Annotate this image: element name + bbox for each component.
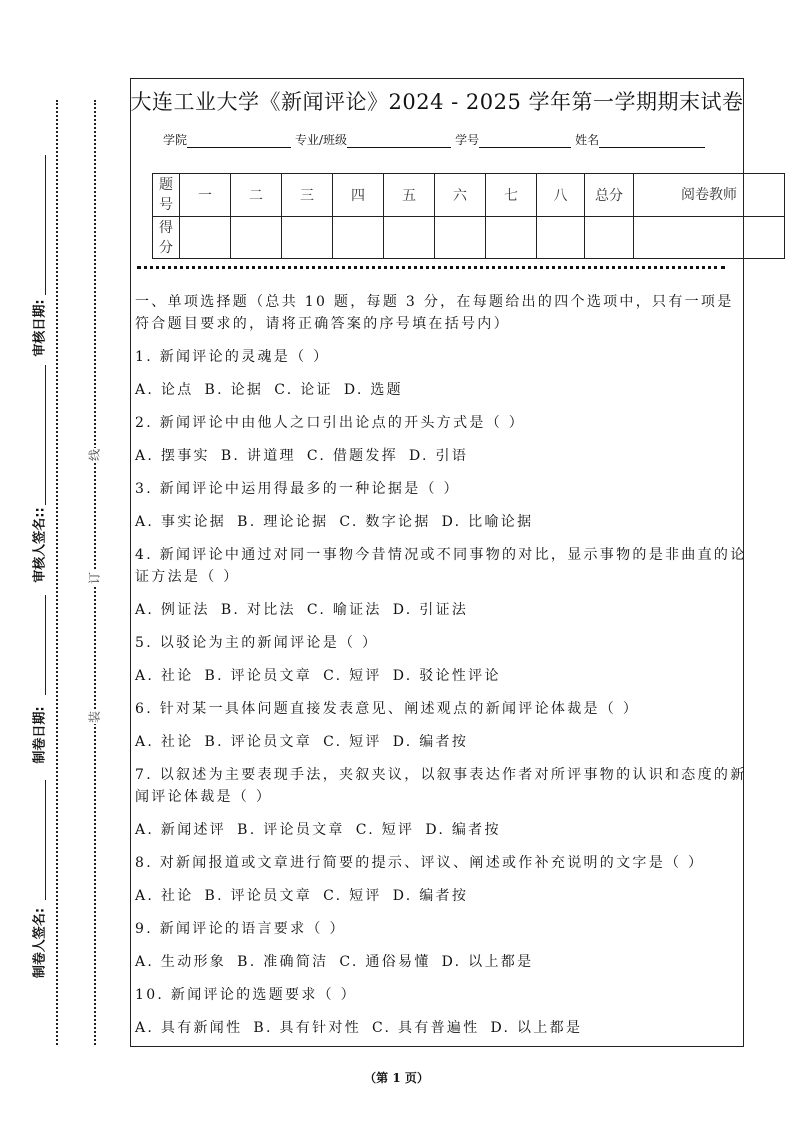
score-cell[interactable] xyxy=(634,217,785,259)
answer-option: C. 喻证法 xyxy=(306,602,382,618)
answer-option: A. 社论 xyxy=(135,668,194,684)
answer-option: D. 驳论性评论 xyxy=(392,668,501,684)
column-header: 四 xyxy=(333,174,384,217)
answer-option: C. 短评 xyxy=(323,734,382,750)
question-text: 9. 新闻评论的语言要求（ ） xyxy=(135,921,346,937)
question-text: 7. 以叙述为主要表现手法，夹叙夹议，以叙事表达作者对所评事物的认识和态度的新闻评论体裁是（ ） xyxy=(135,767,747,805)
question-text: 10. 新闻评论的选题要求（ ） xyxy=(135,987,357,1003)
student-id-field[interactable] xyxy=(479,133,571,148)
question-text: 8. 对新闻报道或文章进行简要的提示、评议、阐述或作补充说明的文字是（ ） xyxy=(135,855,705,871)
name-label: 姓名 xyxy=(575,133,600,147)
score-cell[interactable] xyxy=(435,217,486,259)
answer-option: D. 以上都是 xyxy=(441,954,534,970)
score-cell[interactable] xyxy=(282,217,333,259)
column-header: 七 xyxy=(486,174,537,217)
answer-option: B. 准确简洁 xyxy=(237,954,329,970)
score-table-header-row xyxy=(153,174,785,217)
score-cell[interactable] xyxy=(486,217,537,259)
exam-title: 大连工业大学《新闻评论》2024 - 2025 学年第一学期期末试卷 xyxy=(130,90,744,114)
answer-option: A. 具有新闻性 xyxy=(135,1020,243,1036)
question-section xyxy=(135,291,747,1050)
signature-line xyxy=(45,780,46,900)
answer-option: D. 编者按 xyxy=(392,734,469,750)
name-field[interactable] xyxy=(599,133,705,148)
score-table-score-row xyxy=(153,217,785,259)
answer-option: B. 评论员文章 xyxy=(204,888,313,904)
binding-mark-xian: 线 xyxy=(87,448,102,462)
column-header: 五 xyxy=(384,174,435,217)
question-options xyxy=(135,445,747,467)
student-id-label: 学号 xyxy=(455,133,480,147)
answer-option: A. 生动形象 xyxy=(135,954,227,970)
column-header: 一 xyxy=(180,174,231,217)
column-header: 八 xyxy=(537,174,585,217)
score-cell[interactable] xyxy=(180,217,231,259)
score-label: 得分 xyxy=(153,217,180,259)
question-options xyxy=(135,885,747,907)
binding-dotted-line-outer xyxy=(56,100,58,1045)
answer-option: B. 对比法 xyxy=(220,602,296,618)
answer-option: B. 具有针对性 xyxy=(253,1020,362,1036)
answer-option: D. 引证法 xyxy=(392,602,469,618)
score-cell[interactable] xyxy=(585,217,634,259)
answer-option: A. 社论 xyxy=(135,734,194,750)
question-text: 2. 新闻评论中由他人之口引出论点的开头方式是（ ） xyxy=(135,415,526,431)
page-number: （第 1 页） xyxy=(364,1071,429,1085)
answer-option: C. 借题发挥 xyxy=(306,448,399,464)
answer-option: A. 事实论据 xyxy=(135,514,227,530)
binding-mark-ding: 订 xyxy=(87,571,102,585)
answer-option: C. 通俗易懂 xyxy=(339,954,431,970)
answer-option: D. 编者按 xyxy=(392,888,469,904)
answer-option: C. 具有普遍性 xyxy=(372,1020,480,1036)
answer-option: A. 新闻述评 xyxy=(135,822,227,838)
answer-option: C. 数字论据 xyxy=(339,514,431,530)
question-options xyxy=(135,599,747,621)
review-date-label: 审核日期: xyxy=(32,299,48,357)
question-text: 4. 新闻评论中通过对同一事物今昔情况或不同事物的对比，显示事物的是非曲直的论证方法是（ ） xyxy=(135,547,747,585)
question-options xyxy=(135,379,747,401)
college-field[interactable] xyxy=(187,133,291,148)
score-table xyxy=(152,173,785,259)
dotted-divider xyxy=(137,266,725,269)
answer-option: A. 摆事实 xyxy=(135,448,210,464)
answer-option: B. 论据 xyxy=(204,382,264,398)
major-class-label: 专业/班级 xyxy=(295,133,348,147)
question-options xyxy=(135,731,747,753)
binding-mark-zhuang: 装 xyxy=(87,710,102,724)
score-cell[interactable] xyxy=(333,217,384,259)
column-header: 总分 xyxy=(585,174,634,217)
major-class-field[interactable] xyxy=(347,133,451,148)
answer-option: B. 讲道理 xyxy=(220,448,296,464)
reviewer-signature-label: 审核人签名:: xyxy=(32,507,48,583)
compiler-signature-label: 制卷人签名: xyxy=(32,907,48,979)
answer-option: B. 评论员文章 xyxy=(237,822,345,838)
answer-option: D. 选题 xyxy=(343,382,403,398)
signature-line xyxy=(45,155,46,295)
answer-option: D. 引语 xyxy=(409,448,469,464)
score-cell[interactable] xyxy=(384,217,435,259)
answer-option: C. 短评 xyxy=(323,668,382,684)
answer-option: A. 例证法 xyxy=(135,602,210,618)
question-text: 3. 新闻评论中运用得最多的一种论据是（ ） xyxy=(135,481,460,497)
question-options xyxy=(135,819,747,841)
answer-option: D. 以上都是 xyxy=(490,1020,583,1036)
score-cell[interactable] xyxy=(537,217,585,259)
question-options xyxy=(135,665,747,687)
answer-option: A. 社论 xyxy=(135,888,194,904)
column-header: 三 xyxy=(282,174,333,217)
signature-line xyxy=(45,365,46,505)
section-heading: 一、单项选择题（总共 10 题，每题 3 分，在每题给出的四个选项中，只有一项是符合题目要求的，请将正确答案的序号填在括号内） xyxy=(135,294,734,332)
score-cell[interactable] xyxy=(231,217,282,259)
answer-option: B. 评论员文章 xyxy=(204,668,313,684)
answer-option: B. 评论员文章 xyxy=(204,734,313,750)
question-text: 6. 针对某一具体问题直接发表意见、阐述观点的新闻评论体裁是（ ） xyxy=(135,701,640,717)
answer-option: B. 理论论据 xyxy=(237,514,329,530)
column-header: 阅卷教师 xyxy=(634,174,785,217)
answer-option: D. 比喻论据 xyxy=(441,514,534,530)
question-number-label: 题号 xyxy=(153,174,180,217)
question-text: 1. 新闻评论的灵魂是（ ） xyxy=(135,349,330,365)
column-header: 二 xyxy=(231,174,282,217)
answer-option: C. 短评 xyxy=(355,822,415,838)
college-label: 学院 xyxy=(163,133,188,147)
question-options xyxy=(135,511,747,533)
compile-date-label: 制卷日期: xyxy=(32,706,48,764)
question-options xyxy=(135,1017,747,1039)
signature-line xyxy=(45,595,46,695)
question-options xyxy=(135,951,747,973)
answer-option: D. 编者按 xyxy=(425,822,501,838)
student-info-line xyxy=(163,131,709,148)
column-header: 六 xyxy=(435,174,486,217)
answer-option: A. 论点 xyxy=(135,382,194,398)
question-text: 5. 以驳论为主的新闻评论是（ ） xyxy=(135,635,379,651)
answer-option: C. 短评 xyxy=(323,888,382,904)
answer-option: C. 论证 xyxy=(274,382,333,398)
